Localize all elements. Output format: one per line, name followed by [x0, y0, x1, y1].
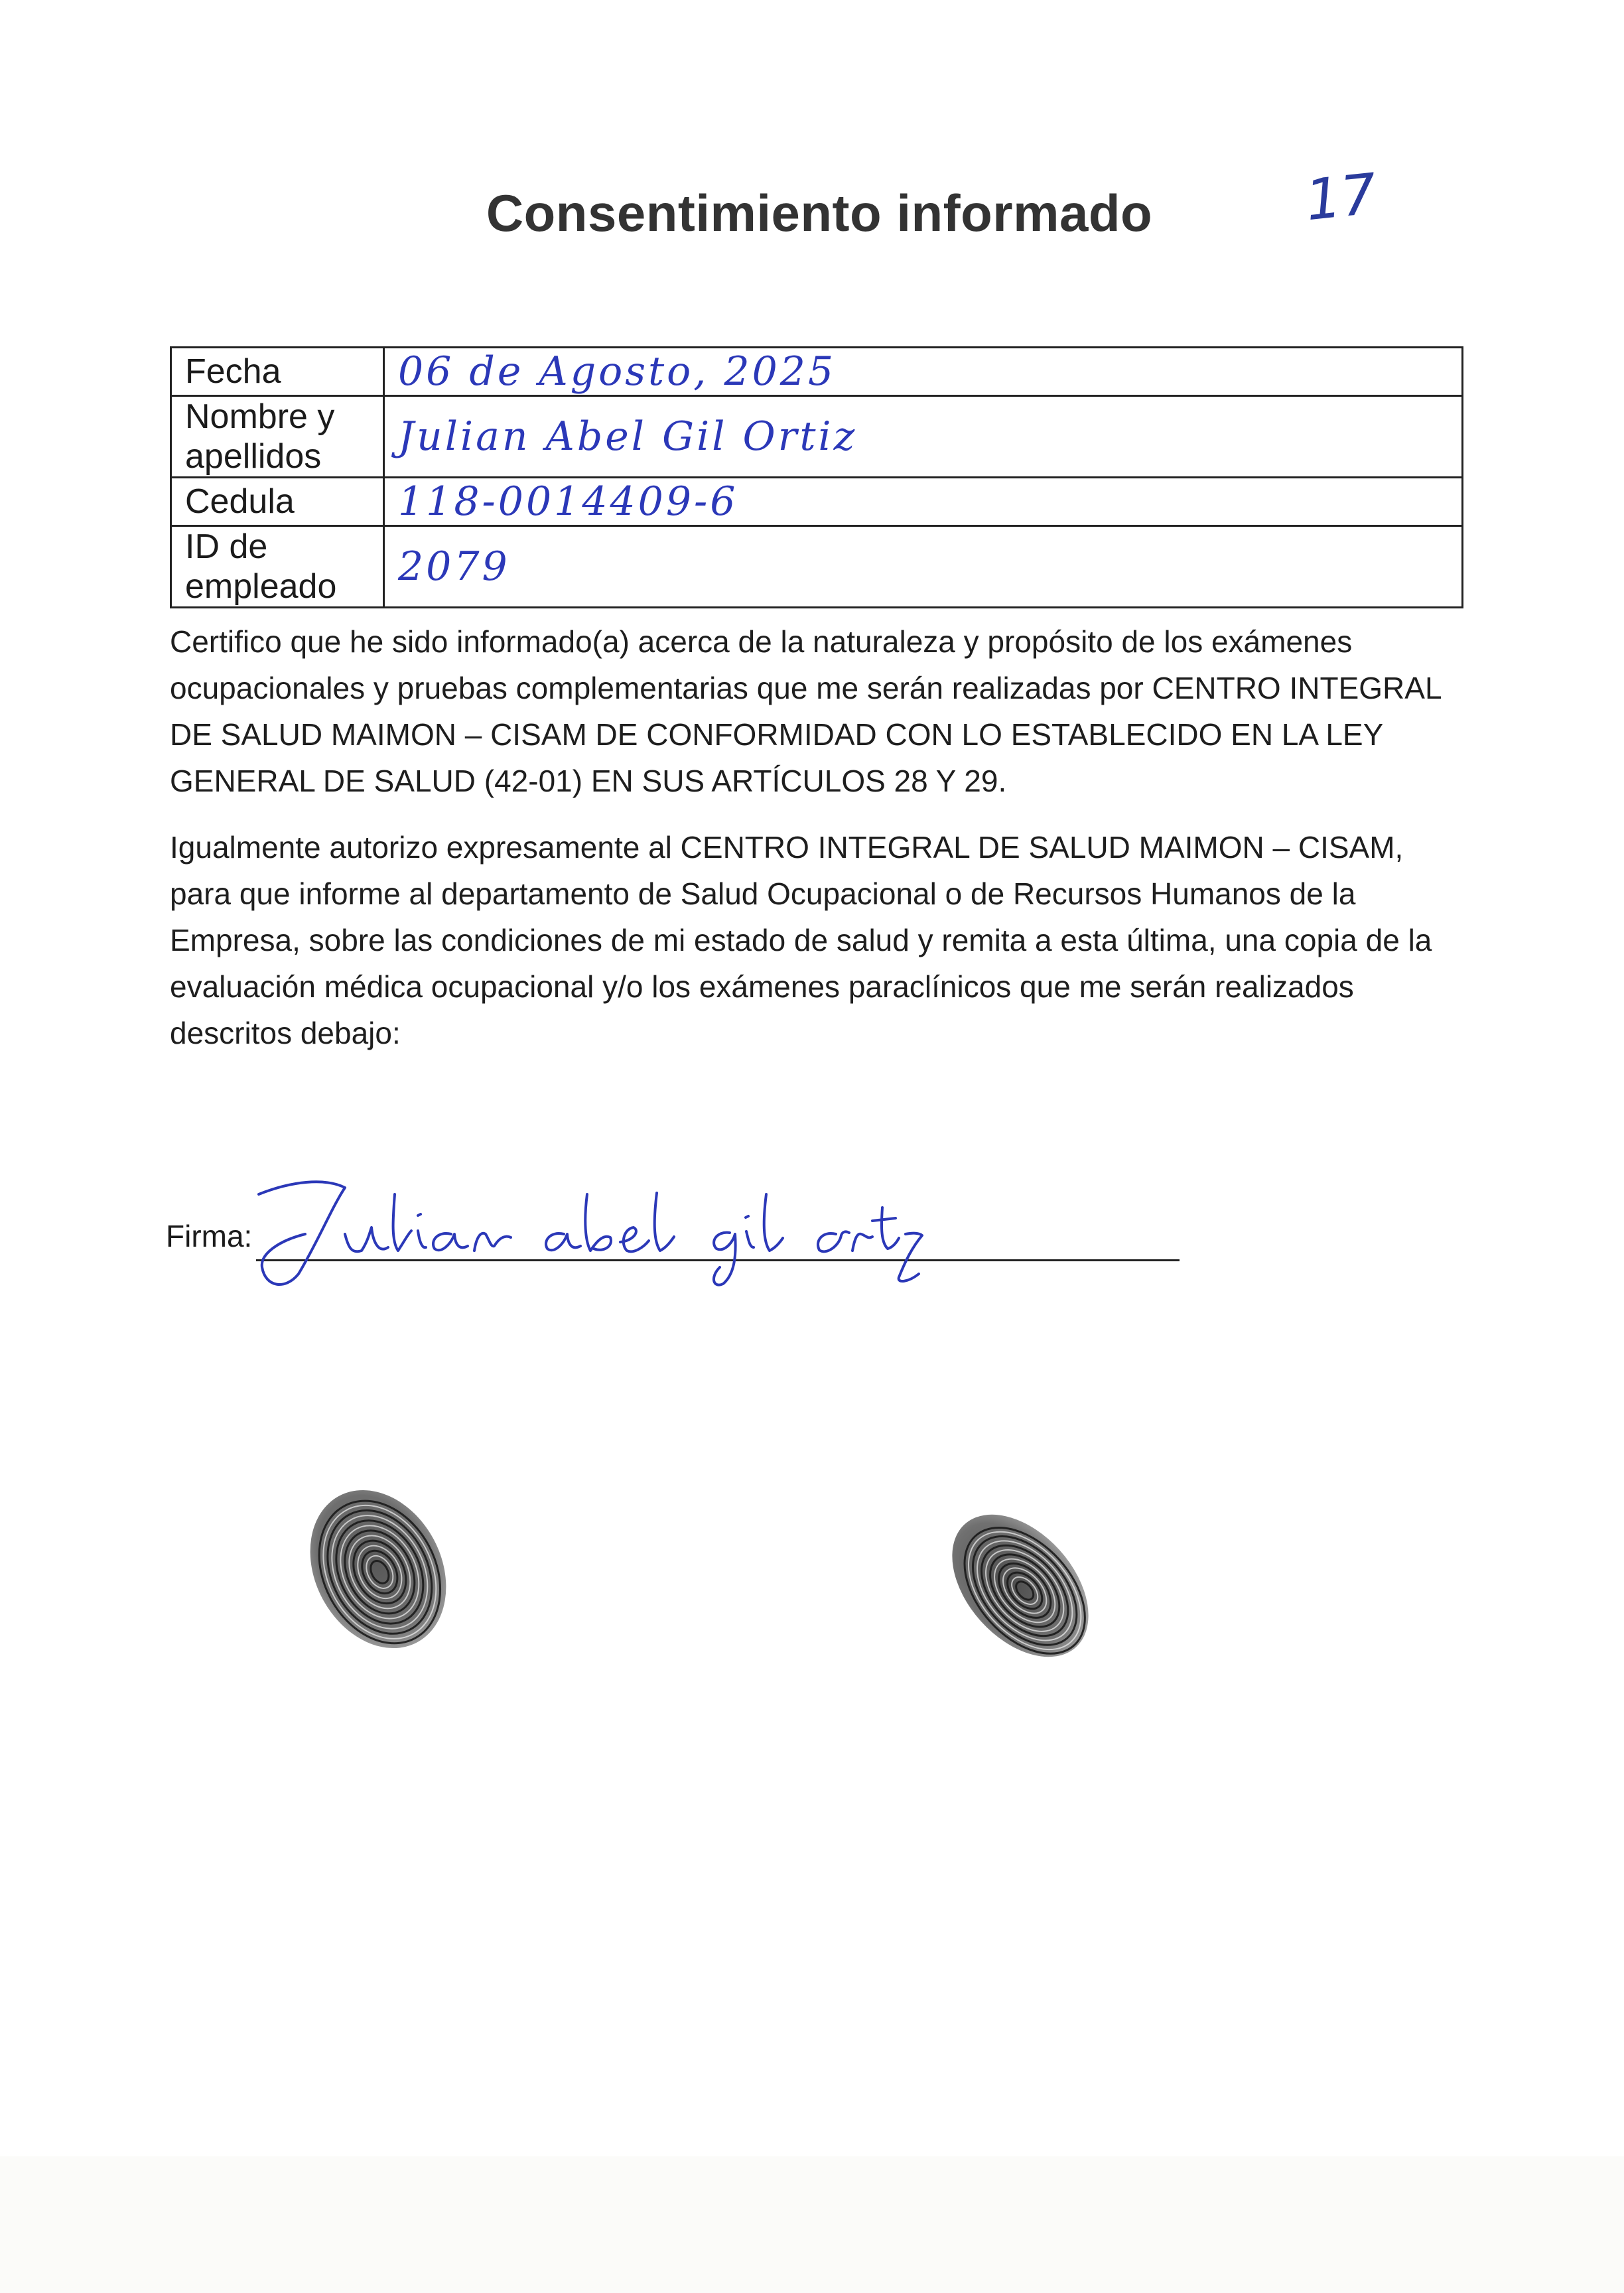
field-label-cedula: Cedula: [171, 478, 384, 526]
field-value-id-empleado: 2079: [384, 526, 1463, 608]
certification-paragraph: Certifico que he sido informado(a) acerca de la naturaleza y propósito de los exámenes ocupacionales y pruebas complementarias que me serán realizadas por CENTRO INTEGRAL DE SALUD MAIMON – CISAM DE CONFORMIDAD CON LO ESTABLECIDO EN LA LEY GENERAL DE SALUD (42-01) EN SUS ARTÍCULOS 28 Y 29.: [170, 624, 1441, 798]
handwritten-signature: [252, 1168, 929, 1294]
field-value-fecha: 06 de Agosto, 2025: [384, 348, 1463, 396]
field-label-nombre: Nombre y apellidos: [171, 396, 384, 478]
signature-label: Firma:: [166, 1219, 253, 1253]
right-fingerprint: [927, 1499, 1113, 1672]
table-row-id-empleado: [171, 526, 1463, 608]
table-row-nombre: [171, 396, 1463, 478]
info-table: [170, 346, 1463, 608]
page-footer-shade: [0, 2156, 1624, 2293]
handwritten-page-number: 17: [1302, 161, 1380, 234]
authorization-paragraph: Igualmente autorizo expresamente al CENTRO INTEGRAL DE SALUD MAIMON – CISAM, para que informe al departamento de Salud Ocupacional o de Recursos Humanos de la Empresa, sobre las condiciones de mi estado de salud y remita a esta última, una copia de la evaluación médica ocupacional y/o los exámenes paraclínicos que me serán realizados descritos debajo:: [170, 830, 1432, 1050]
field-label-id-empleado: ID de empleado: [171, 526, 384, 608]
field-value-nombre: Julian Abel Gil Ortiz: [384, 396, 1463, 478]
left-fingerprint: [292, 1473, 464, 1665]
field-value-cedula: 118-0014409-6: [384, 478, 1463, 526]
page-title: Consentimiento informado: [486, 184, 1153, 242]
table-row-fecha: [171, 348, 1463, 396]
field-label-fecha: Fecha: [171, 348, 384, 396]
table-row-cedula: [171, 478, 1463, 526]
